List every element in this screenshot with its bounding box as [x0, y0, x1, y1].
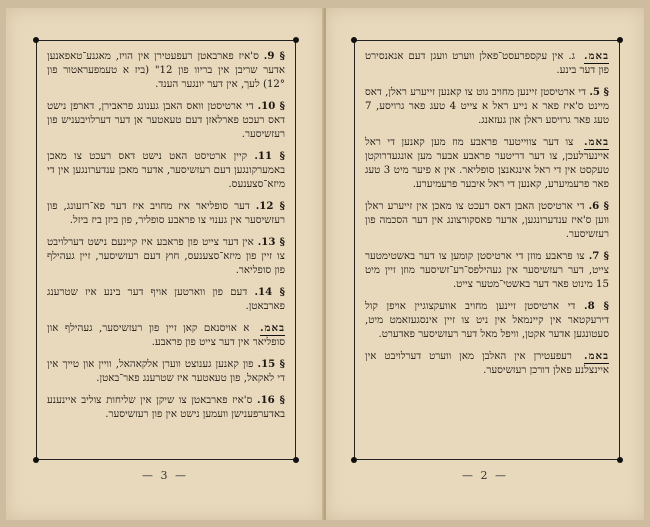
paragraph: § 9. ס'איז פארבאטן רעפעטירן אין הויז, מאגנע־טאפאנען אדער שריבן אין בריוו פון 12" (ביז א טעמפעראטור פון 12°) לעך, אין דער יונגער הענד.: [47, 50, 285, 90]
left-page-text: [47, 49, 285, 451]
paragraph: § 16. ס'איז פארבאטן צו שיקן אין שליחות צוליב איינענע באדערפענישן וועמען נישט אין פון רעזשיסער.: [47, 394, 285, 420]
note-label: באמ.: [259, 322, 285, 334]
paragraph: § 13. אין דער צייט פון פראבע איז קיינעם נישט דערלויבט צו זיין פון מיזא־סצענעס, חוץ דעם רעזשיסער, זיין געהילף פון סופליאר.: [47, 236, 285, 276]
note-paragraph: באמ. א אויסנאם קאן זיין פון רעזשיסער, געהילף און סופליאר אין דער צייט פון פראבע.: [47, 322, 285, 348]
paragraph: § 12. דער סופליאר איז מחויב איז דער פא־רזעונג, פון רעזשיסער אין גענוי צו פראבע סופליר, פון ביזן ביז ביזל.: [47, 200, 286, 226]
paragraph: § 5. די ארטיסטן זיינען מחויב גוט צו קאנען זייערע ראלן, דאס מיינט ס'איז פאר א נייע ראל א צייט 4 טעג פאר גרויסע, 7 טעג פאר גרויסע ראלן און געזאנג.: [365, 86, 609, 126]
right-page: [326, 8, 644, 520]
note-label: באמ.: [583, 50, 609, 62]
left-page-frame: [36, 40, 296, 460]
paragraph: § 11. קיין ארטיסט האט נישט דאס רעכט צו מאכן באמערקונגען דעם רעזשיסער, אדער מאכן ענדערונגען אין די מיזא־סצענעס.: [47, 150, 286, 190]
paragraph: § 14. דעם פון ווארטען אויף דער בינע איז שטרענג פארבאטן.: [47, 286, 286, 312]
paragraph: § 6. די ארטיסטן האבן דאס רעכט צו מאכן אין זייערע ראלן ווען ס'איז ענדערונגען, אדער פאסקורצונג אין דער הסכמה פון רעזשיסער.: [365, 200, 609, 240]
corner-dot: [293, 37, 299, 43]
corner-dot: [617, 37, 623, 43]
page-number: — 2 —: [462, 469, 508, 482]
paragraph: § 7. צו פראבע מוזן די ארטיסטן קומען צו דער באשטימטער צייט, דער רעזשיסער אין געהילפס־רע־זשיסער מוזן זיין מיט 15 מינוט פאר דער באשטי־מטער צייט.: [365, 250, 610, 290]
corner-dot: [293, 457, 299, 463]
corner-dot: [33, 37, 39, 43]
right-page-frame: [354, 40, 620, 460]
corner-dot: [33, 457, 39, 463]
paragraph: § 10. די ארטיסטן וואס האבן גענונג פראבירן, דארפן נישט דאס רעכט פארלאזן דעם טעאטער אן דער דערלויבעניש פון רעזשיסער.: [47, 100, 286, 140]
paragraph: § 8. די ארטיסטן זיינען מחויב אוועקצוגיין אויפן קול דירעקטאר אין קיינמאל אין ניט צו זיין אינסגעזאמט מיט, סעטונגען אדער אקטן, וויפל מאל דער רעזשיסער פאדערט.: [365, 300, 609, 340]
paragraph: § 15. פון קאנען גענוצט ווערן אלקאהאל, וויין און טייך אין די לאקאל, פון טעאטער איז שטרענג פאר־באטן.: [47, 358, 286, 384]
right-page-text: [365, 49, 609, 451]
page-number: — 3 —: [142, 469, 188, 482]
corner-dot: [351, 37, 357, 43]
left-page: [6, 8, 324, 520]
note-label: באמ.: [583, 350, 609, 362]
note-paragraph: באמ. צו דער צווייטער פראבע מוז מען קאנען די ראל איינערלעכן, צו דער דריטער פראבע אבער מען אונגעדרוקטן טעקסט אין די ראל אינגאנצן סופליאר. אין א פיער מיט 3 טעג פאר פרעמיערע, קאנען די ראל איבער פרעמיערע.: [365, 136, 610, 190]
note-paragraph: באמ. רעפעטירן אין האלבן מאן ווערט דערלויבט אין איינצלנע פאלן דורכן רעזשיסער.: [365, 350, 609, 376]
corner-dot: [617, 457, 623, 463]
note-paragraph: באמ. ג. אין עקספרעסט־פאלן ווערט וועגן דעם אנאנסירט פון דער בינע.: [365, 50, 609, 76]
corner-dot: [351, 457, 357, 463]
note-label: באמ.: [583, 136, 610, 148]
